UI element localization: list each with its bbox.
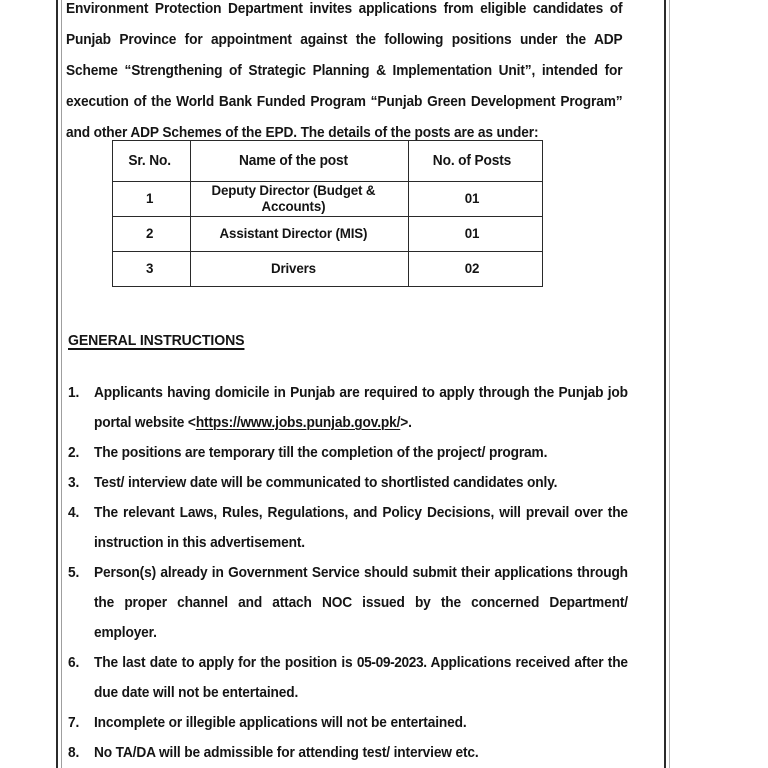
cell-post-name: Drivers (191, 252, 396, 287)
deadline-text-after: Applications received after the due date will not be entertained. (94, 655, 628, 701)
last-date-value: 05-09-2023. (356, 655, 427, 671)
general-instructions-heading: GENERAL INSTRUCTIONS (68, 332, 245, 349)
posts-table-container (112, 140, 542, 287)
list-item-text: The relevant Laws, Rules, Regulations, and Policy Decisions, will prevail over the instruction in this advertisement. (94, 505, 628, 551)
list-item (68, 378, 662, 438)
cell-sr-no: 1 (113, 182, 186, 217)
table-header-row (113, 141, 543, 182)
list-item-text: Person(s) already in Government Service should submit their applications through the proper channel and attach NOC issued by the concerned Department/ employer. (94, 565, 628, 641)
column-header-posts: No. of Posts (409, 141, 535, 182)
deadline-text-before: The last date to apply for the position is (94, 655, 357, 671)
list-item-text: Incomplete or illegible applications will not be entertained. (94, 715, 467, 731)
list-item-text: No TA/DA will be admissible for attending test/ interview etc. (94, 745, 479, 761)
list-item-text (94, 648, 628, 708)
document-content (66, 0, 662, 768)
intro-paragraph-text: Environment Protection Department invites applications from eligible candidates of Punjab Province for appointment against the following positions under the ADP Scheme “Strengthening of Strategic Planning & Implementation Unit”, intended for execution of the World Bank Funded Program “Punjab Green Development Program” and other ADP Schemes of the EPD. The details of the posts are as under: (66, 1, 623, 141)
list-item-number: 4. (68, 505, 80, 521)
column-header-name: Name of the post (191, 141, 396, 182)
page-border-left-inner (61, 0, 62, 768)
cell-sr-no: 2 (113, 217, 186, 252)
table-row (113, 252, 543, 287)
list-item-number: 8. (68, 745, 80, 761)
list-item (68, 468, 662, 498)
list-item (68, 558, 662, 648)
instruction-text-before: Applicants having domicile in Punjab are required to apply through the Punjab job portal website < (94, 385, 628, 431)
list-item-number: 1. (68, 385, 80, 401)
list-item-number: 2. (68, 445, 80, 461)
list-item (68, 648, 662, 708)
list-item-number: 6. (68, 655, 80, 671)
posts-table (112, 140, 543, 287)
cell-no-of-posts: 02 (409, 252, 535, 287)
instructions-list (68, 378, 662, 768)
list-item-text: Test/ interview date will be communicated to shortlisted candidates only. (94, 475, 558, 491)
list-item (68, 708, 662, 738)
list-item-number: 7. (68, 715, 80, 731)
cell-sr-no: 3 (113, 252, 186, 287)
list-item (68, 738, 662, 768)
job-portal-link[interactable]: https://www.jobs.punjab.gov.pk/ (195, 415, 401, 431)
list-item (68, 498, 662, 558)
list-item (68, 438, 662, 468)
column-header-sr-no: Sr. No. (113, 141, 186, 182)
intro-paragraph (66, 0, 622, 149)
list-item-text (94, 378, 628, 438)
page-border-right-inner (669, 0, 670, 768)
table-row (113, 182, 543, 217)
list-item-text: The positions are temporary till the completion of the project/ program. (94, 445, 548, 461)
list-item-number: 3. (68, 475, 80, 491)
cell-post-name: Assistant Director (MIS) (191, 217, 396, 252)
table-row (113, 217, 543, 252)
cell-post-name: Deputy Director (Budget & Accounts) (191, 182, 396, 217)
list-item-number: 5. (68, 565, 80, 581)
page-border-left (56, 0, 58, 768)
cell-no-of-posts: 01 (409, 217, 535, 252)
instruction-text-after: >. (400, 415, 412, 431)
page-border-right (664, 0, 666, 768)
cell-no-of-posts: 01 (409, 182, 535, 217)
